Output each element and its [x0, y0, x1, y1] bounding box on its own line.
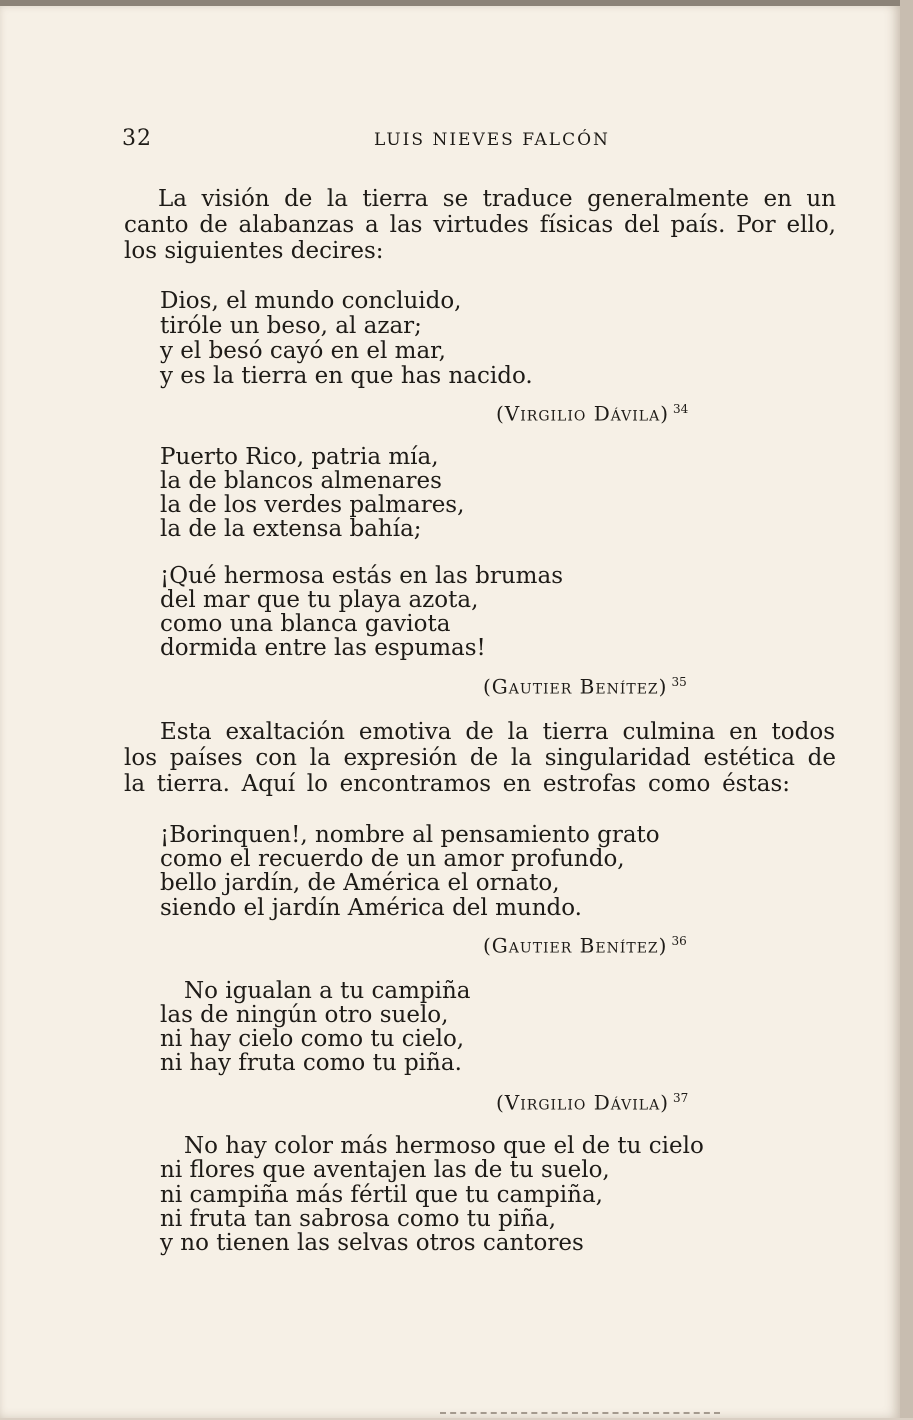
verse-line: las de ningún otro suelo, — [160, 1002, 449, 1028]
verse-line: la de la extensa bahía; — [160, 516, 422, 542]
page-number: 32 — [122, 126, 152, 151]
verse-line: ni campiña más fértil que tu campiña, — [160, 1182, 603, 1208]
citation — [496, 1086, 688, 1115]
page-edge — [900, 0, 913, 1418]
verse-line: dormida entre las espumas! — [160, 635, 486, 661]
paragraph-line: Esta exaltación emotiva de la tierra culmina en todos — [160, 719, 835, 745]
paragraph-line: La visión de la tierra se traduce generalmente en un — [158, 186, 836, 212]
verse-line: ¡Qué hermosa estás en las brumas — [160, 563, 563, 589]
running-head: LUIS NIEVES FALCÓN — [374, 130, 610, 150]
verse-line: como el recuerdo de un amor profundo, — [160, 846, 625, 872]
footnote-ref: 37 — [673, 1091, 689, 1105]
citation-author: (Virgilio Dávila) — [496, 401, 669, 426]
verse-line: y no tienen las selvas otros cantores — [160, 1230, 584, 1256]
citation — [483, 929, 687, 958]
verse-line: No hay color más hermoso que el de tu cielo — [184, 1133, 704, 1159]
citation-author: (Gautier Benítez) — [483, 933, 668, 958]
paragraph-line: los siguientes decires: — [124, 238, 384, 264]
verse-line: como una blanca gaviota — [160, 611, 451, 637]
verse-line: la de blancos almenares — [160, 468, 442, 494]
verse-line: ¡Borinquen!, nombre al pensamiento grato — [160, 822, 660, 848]
citation — [483, 670, 687, 699]
verse-line: ni hay cielo como tu cielo, — [160, 1026, 465, 1052]
page-top-edge — [0, 0, 900, 6]
paragraph-line: canto de alabanzas a las virtudes físicas del país. Por ello, — [124, 212, 836, 238]
verse-line: bello jardín, de América el ornato, — [160, 870, 560, 896]
verse-line: tiróle un beso, al azar; — [160, 313, 422, 339]
citation-author: (Virgilio Dávila) — [496, 1090, 669, 1115]
verse-line: ni hay fruta como tu piña. — [160, 1050, 462, 1076]
verse-line: del mar que tu playa azota, — [160, 587, 479, 613]
paragraph-line: los países con la expresión de la singularidad estética de — [124, 745, 836, 771]
citation — [496, 397, 688, 426]
page-header — [0, 126, 900, 162]
footnote-ref: 35 — [671, 675, 687, 689]
verse-line: y el besó cayó en el mar, — [160, 338, 446, 364]
paragraph-line: la tierra. Aquí lo encontramos en estrofas como éstas: — [124, 771, 790, 797]
verse-line: Puerto Rico, patria mía, — [160, 444, 439, 470]
verse-line: Dios, el mundo concluido, — [160, 288, 462, 314]
citation-author: (Gautier Benítez) — [483, 674, 668, 699]
page-bottom-marks — [440, 1412, 720, 1420]
verse-line: la de los verdes palmares, — [160, 492, 465, 518]
footnote-ref: 34 — [673, 402, 689, 416]
verse-line: ni fruta tan sabrosa como tu piña, — [160, 1206, 557, 1232]
verse-line: y es la tierra en que has nacido. — [160, 363, 533, 389]
verse-line: ni flores que aventajen las de tu suelo, — [160, 1157, 610, 1183]
verse-line: No igualan a tu campiña — [184, 978, 471, 1004]
footnote-ref: 36 — [671, 934, 687, 948]
verse-line: siendo el jardín América del mundo. — [160, 895, 582, 921]
